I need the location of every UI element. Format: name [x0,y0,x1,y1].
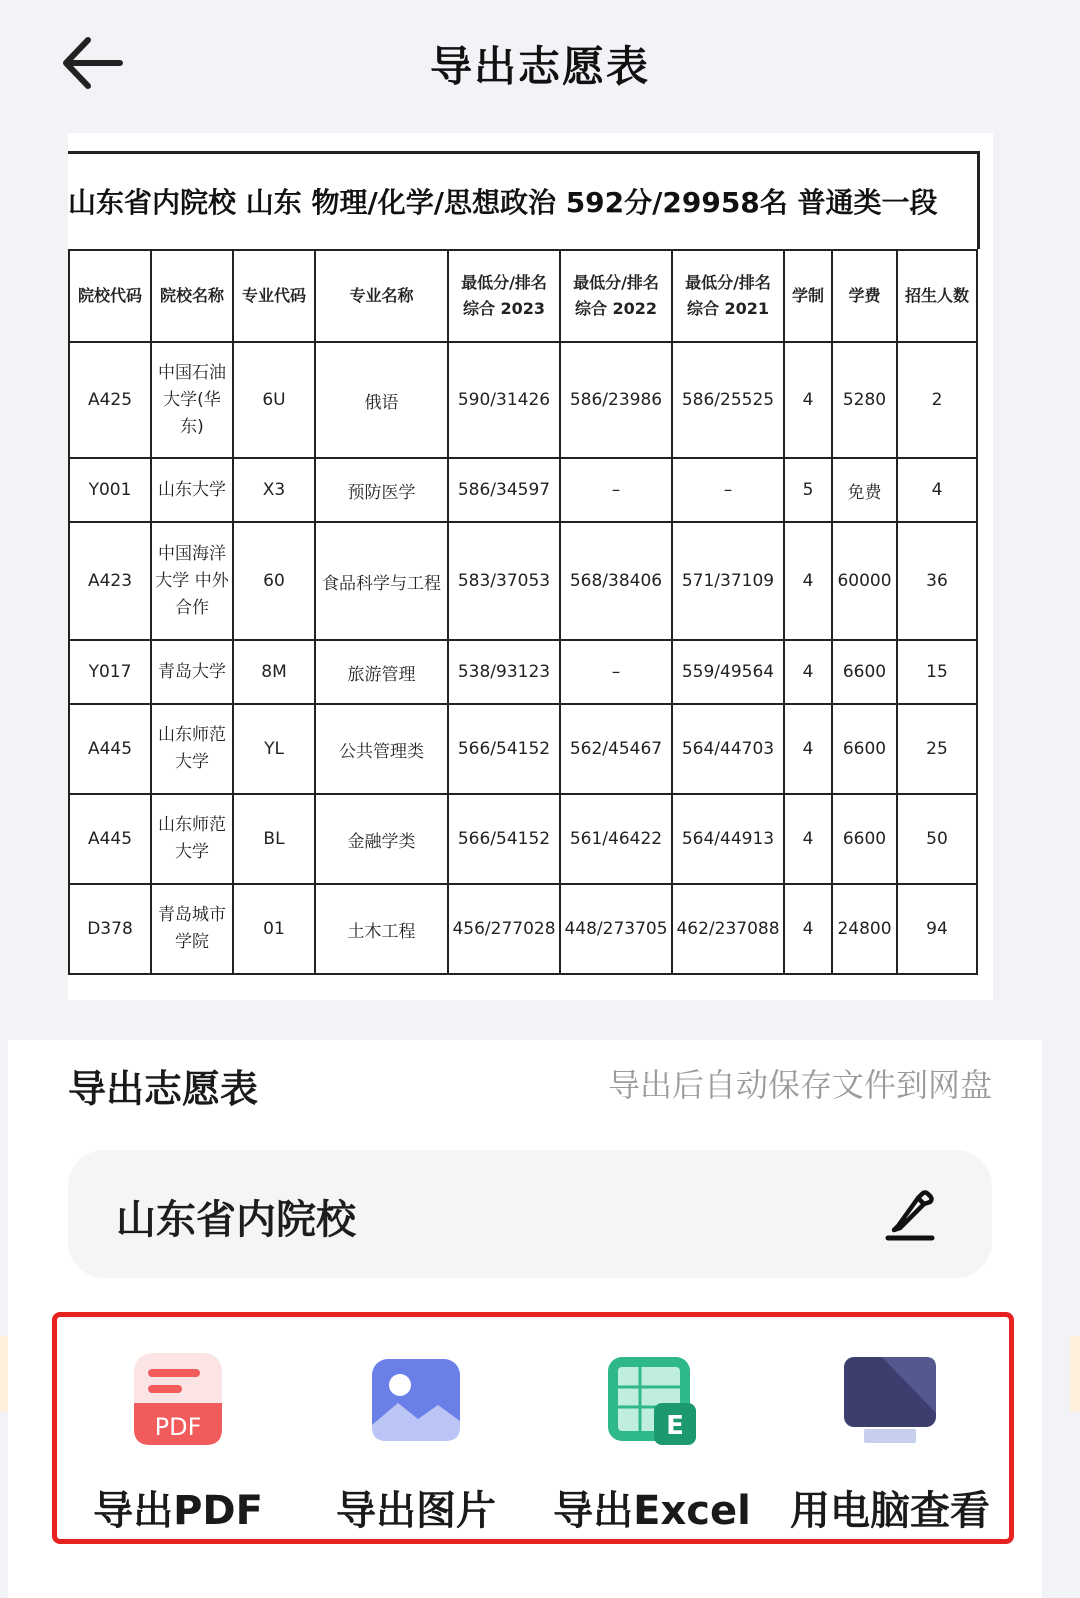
table-preview [68,133,993,1000]
table-cell: 4 [784,884,832,974]
table-cell: 山东师范大学 [151,794,233,884]
column-header: 院校代码 [69,250,151,342]
export-image-button[interactable] [301,1317,531,1539]
export-pdf-label: 导出PDF [93,1488,263,1534]
table-row [68,458,977,522]
panel-hint: 导出后自动保存文件到网盘 [607,1066,992,1104]
sheet-title: 山东省内院校 山东 物理/化学/思想政治 592分/29958名 普通类一段 [68,151,980,249]
file-name-field[interactable] [68,1150,992,1278]
table-cell: – [560,640,672,704]
table-cell: 公共管理类 [315,704,448,794]
table-cell: 4 [784,640,832,704]
table-cell: 金融学类 [315,794,448,884]
table-cell: A425 [69,342,151,458]
table-cell: A423 [69,522,151,640]
table-cell: 4 [784,794,832,884]
table-cell: 559/49564 [672,640,784,704]
table-cell: 4 [897,458,977,522]
table-row [68,640,977,704]
table-cell: 旅游管理 [315,640,448,704]
view-on-computer-button[interactable] [775,1317,1005,1539]
table-row [68,794,977,884]
table-cell: 564/44913 [672,794,784,884]
pdf-badge: PDF [154,1413,202,1441]
table-cell: 4 [784,704,832,794]
table-cell: 土木工程 [315,884,448,974]
table-cell: 566/54152 [448,794,560,884]
excel-file-icon [604,1353,700,1449]
export-actions [52,1312,1014,1544]
table-cell: 6U [233,342,315,458]
table-cell: 中国石油大学(华东) [151,342,233,458]
table-cell: 6600 [832,640,897,704]
table-cell: 青岛大学 [151,640,233,704]
table-cell: Y017 [69,640,151,704]
view-on-computer-label: 用电脑查看 [790,1488,990,1534]
export-excel-button[interactable] [537,1317,767,1539]
export-excel-label: 导出Excel [553,1488,751,1534]
table-cell: A445 [69,704,151,794]
table-cell: 590/31426 [448,342,560,458]
table-cell: 01 [233,884,315,974]
table-cell: 60 [233,522,315,640]
table-cell: 566/54152 [448,704,560,794]
table-cell: 571/37109 [672,522,784,640]
image-icon [368,1353,464,1449]
table-cell: 462/237088 [672,884,784,974]
header [0,0,1080,130]
preview-table [68,249,978,975]
column-header: 专业名称 [315,250,448,342]
table-cell: 60000 [832,522,897,640]
table-cell: 564/44703 [672,704,784,794]
table-cell: 586/34597 [448,458,560,522]
table-cell: X3 [233,458,315,522]
table-cell: 2 [897,342,977,458]
table-cell: 俄语 [315,342,448,458]
table-cell: – [672,458,784,522]
table-cell: 4 [784,522,832,640]
table-cell: 448/273705 [560,884,672,974]
table-cell: A445 [69,794,151,884]
table-cell: 5280 [832,342,897,458]
table-cell: 586/25525 [672,342,784,458]
column-header: 院校名称 [151,250,233,342]
table-cell: 食品科学与工程 [315,522,448,640]
page-title: 导出志愿表 [429,42,650,91]
table-cell: 25 [897,704,977,794]
column-header: 专业代码 [233,250,315,342]
column-header: 最低分/排名 综合 2023 [448,250,560,342]
table-cell: 山东师范大学 [151,704,233,794]
table-cell: 561/46422 [560,794,672,884]
table-cell: Y001 [69,458,151,522]
table-cell: 8M [233,640,315,704]
table-cell: 562/45467 [560,704,672,794]
table-row [68,342,977,458]
table-cell: 24800 [832,884,897,974]
column-header: 招生人数 [897,250,977,342]
table-row [68,704,977,794]
table-cell: 94 [897,884,977,974]
table-cell: 5 [784,458,832,522]
table-cell: 538/93123 [448,640,560,704]
excel-badge: E [666,1411,684,1441]
table-cell: 568/38406 [560,522,672,640]
pencil-icon [884,1186,936,1242]
table-cell: 中国海洋大学 中外合作 [151,522,233,640]
table-cell: 预防医学 [315,458,448,522]
table-row [68,522,977,640]
computer-monitor-icon [838,1353,942,1449]
column-header: 最低分/排名 综合 2022 [560,250,672,342]
table-cell: D378 [69,884,151,974]
table-cell: YL [233,704,315,794]
column-header: 学制 [784,250,832,342]
pdf-file-icon [130,1353,226,1449]
table-cell: 50 [897,794,977,884]
export-image-label: 导出图片 [336,1488,496,1534]
table-header-row [68,250,977,342]
table-cell: 586/23986 [560,342,672,458]
table-cell: 青岛城市学院 [151,884,233,974]
table-cell: – [560,458,672,522]
table-cell: 583/37053 [448,522,560,640]
table-cell: 6600 [832,704,897,794]
table-cell: 36 [897,522,977,640]
table-cell: BL [233,794,315,884]
table-cell: 6600 [832,794,897,884]
table-cell: 4 [784,342,832,458]
table-cell: 免费 [832,458,897,522]
column-header: 最低分/排名 综合 2021 [672,250,784,342]
edit-name-button[interactable] [884,1186,936,1242]
table-cell: 15 [897,640,977,704]
table-row [68,884,977,974]
table-cell: 456/277028 [448,884,560,974]
file-name-text: 山东省内院校 [116,1197,356,1243]
export-pdf-button[interactable] [63,1317,293,1539]
preview-sheet [68,151,993,975]
column-header: 学费 [832,250,897,342]
table-cell: 山东大学 [151,458,233,522]
side-strip-right [1070,1336,1080,1412]
panel-title: 导出志愿表 [68,1067,259,1111]
